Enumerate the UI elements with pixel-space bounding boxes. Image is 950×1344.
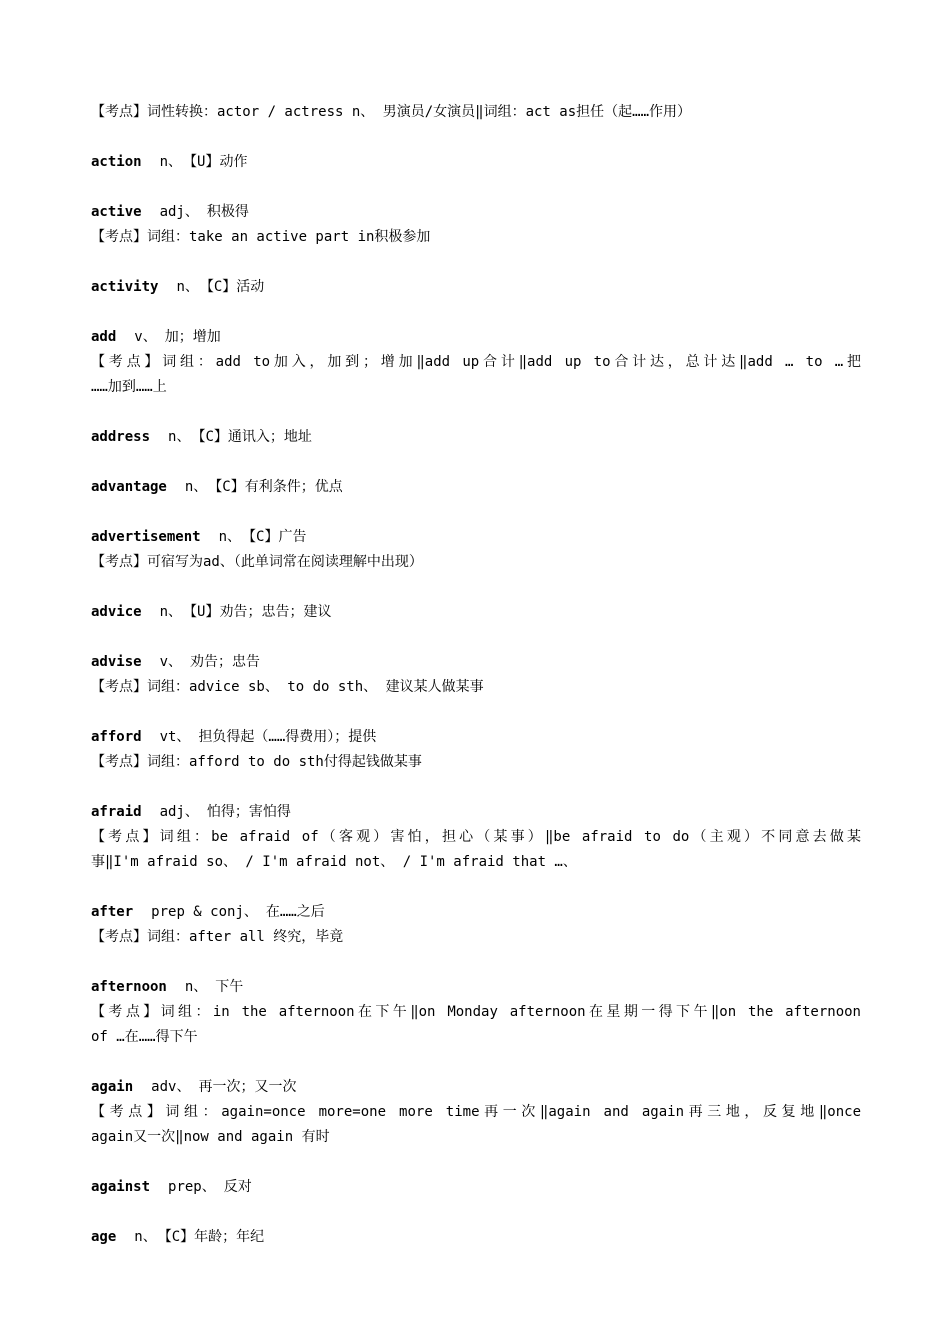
part-of-speech: n、 (159, 154, 183, 170)
entry-headline (91, 975, 861, 1000)
part-of-speech: prep、 (168, 1179, 216, 1195)
meaning: 劝告；忠告 (190, 654, 261, 670)
meaning: 【C】通讯入；地址 (198, 429, 312, 445)
entry-headline (91, 200, 861, 225)
meaning: 【U】劝告；忠告；建议 (190, 604, 332, 620)
dictionary-entry (91, 900, 861, 950)
note-line: of …在……得下午 (91, 1029, 198, 1045)
dictionary-entry (91, 800, 861, 875)
meaning: 怕得；害怕得 (206, 804, 291, 820)
dictionary-entry (91, 425, 861, 450)
headword: add (91, 329, 117, 345)
dictionary-entry (91, 1075, 861, 1150)
entry-headline (91, 325, 861, 350)
entry-spacer (91, 400, 861, 425)
meaning: 再一次；又一次 (198, 1079, 297, 1095)
dictionary-entry (91, 150, 861, 175)
entry-spacer (91, 775, 861, 800)
dictionary-entry (91, 650, 861, 700)
note-line: 【考点】词性转换：actor / actress n、 男演员/女演员‖词组：act as担任（起……作用） (91, 104, 692, 120)
dictionary-entry (91, 325, 861, 400)
headword: again (91, 1079, 134, 1095)
entry-spacer (91, 625, 861, 650)
meaning: 反对 (223, 1179, 252, 1195)
note-line: 事‖I'm afraid so、 / I'm afraid not、 / I'm afraid that …、 (91, 854, 577, 870)
part-of-speech: prep & conj、 (151, 904, 258, 920)
part-of-speech: adv、 (151, 1079, 191, 1095)
note-line: 【考点】词组：again=once more=one more time再一次‖again and again再三地，反复地‖once (91, 1104, 861, 1120)
entry-headline (91, 1075, 861, 1100)
headword: advantage (91, 479, 167, 495)
meaning: 下午 (215, 979, 244, 995)
entry-headline (91, 525, 861, 550)
headword: advice (91, 604, 142, 620)
headword: afraid (91, 804, 142, 820)
meaning: 【C】有利条件；优点 (215, 479, 343, 495)
note-line: 【考点】词组：be afraid of（客观）害怕，担心（某事）‖be afraid to do（主观）不同意去做某 (91, 829, 861, 845)
part-of-speech: n、 (159, 604, 183, 620)
entry-spacer (91, 700, 861, 725)
meaning: 在……之后 (265, 904, 325, 920)
entry-spacer (91, 950, 861, 975)
part-of-speech: v、 (134, 329, 157, 345)
dictionary-entry (91, 725, 861, 775)
headword: afternoon (91, 979, 167, 995)
note-line: 【考点】词组：advice sb、 to do sth、 建议某人做某事 (91, 679, 484, 695)
entry-headline (91, 475, 861, 500)
entry-spacer (91, 575, 861, 600)
part-of-speech: n、 (168, 429, 191, 445)
entry-spacer (91, 450, 861, 475)
entry-headline (91, 425, 861, 450)
entry-headline (91, 1225, 861, 1250)
meaning: 积极得 (206, 204, 249, 220)
headword: active (91, 204, 142, 220)
headword: after (91, 904, 134, 920)
headword: advertisement (91, 529, 201, 545)
note-line: ……加到……上 (91, 379, 167, 395)
entry-headline (91, 600, 861, 625)
entry-spacer (91, 1200, 861, 1225)
entry-headline (91, 725, 861, 750)
meaning: 担负得起（……得费用）；提供 (198, 729, 377, 745)
entry-headline (91, 650, 861, 675)
entry-spacer (91, 125, 861, 150)
entry-spacer (91, 875, 861, 900)
note-line: 【考点】词组：add to加入，加到；增加‖add up合计‖add up to合计达，总计达‖add … to …把 (91, 354, 861, 370)
part-of-speech: n、 (176, 279, 199, 295)
entry-spacer (91, 250, 861, 275)
dictionary-entry (91, 975, 861, 1050)
meaning: 【C】活动 (206, 279, 265, 295)
headword: age (91, 1229, 117, 1245)
dictionary-entry (91, 525, 861, 575)
part-of-speech: n、 (218, 529, 242, 545)
entry-headline (91, 150, 861, 175)
note-line: 【考点】可宿写为ad、（此单词常在阅读理解中出现） (91, 554, 423, 570)
entry-spacer (91, 1050, 861, 1075)
part-of-speech: adj、 (159, 804, 199, 820)
headword: against (91, 1179, 151, 1195)
dictionary-entry (91, 1175, 861, 1200)
entry-headline (91, 900, 861, 925)
dictionary-page (91, 100, 861, 1250)
dictionary-entry (91, 200, 861, 250)
meaning: 【C】年龄；年纪 (164, 1229, 265, 1245)
dictionary-entry (91, 100, 861, 125)
part-of-speech: adj、 (159, 204, 199, 220)
entry-spacer (91, 1150, 861, 1175)
dictionary-entry (91, 475, 861, 500)
note-line: 【考点】词组：afford to do sth付得起钱做某事 (91, 754, 422, 770)
entry-headline (91, 800, 861, 825)
headword: address (91, 429, 151, 445)
meaning: 【C】广告 (249, 529, 307, 545)
entry-headline (91, 275, 861, 300)
dictionary-entry (91, 275, 861, 300)
note-line: 【考点】词组：take an active part in积极参加 (91, 229, 431, 245)
entry-headline (91, 1175, 861, 1200)
entry-spacer (91, 500, 861, 525)
meaning: 加；增加 (164, 329, 221, 345)
headword: activity (91, 279, 159, 295)
part-of-speech: n、 (134, 1229, 157, 1245)
headword: action (91, 154, 142, 170)
part-of-speech: vt、 (159, 729, 191, 745)
entry-spacer (91, 175, 861, 200)
note-line: again又一次‖now and again 有时 (91, 1129, 330, 1145)
part-of-speech: n、 (184, 979, 208, 995)
headword: advise (91, 654, 142, 670)
dictionary-entry (91, 600, 861, 625)
entry-spacer (91, 300, 861, 325)
dictionary-entry (91, 1225, 861, 1250)
part-of-speech: v、 (159, 654, 183, 670)
headword: afford (91, 729, 142, 745)
note-line: 【考点】词组：in the afternoon在下午‖on Monday afternoon在星期一得下午‖on the afternoon (91, 1004, 861, 1020)
part-of-speech: n、 (184, 479, 208, 495)
note-line: 【考点】词组：after all 终究，毕竟 (91, 929, 344, 945)
meaning: 【U】动作 (190, 154, 248, 170)
